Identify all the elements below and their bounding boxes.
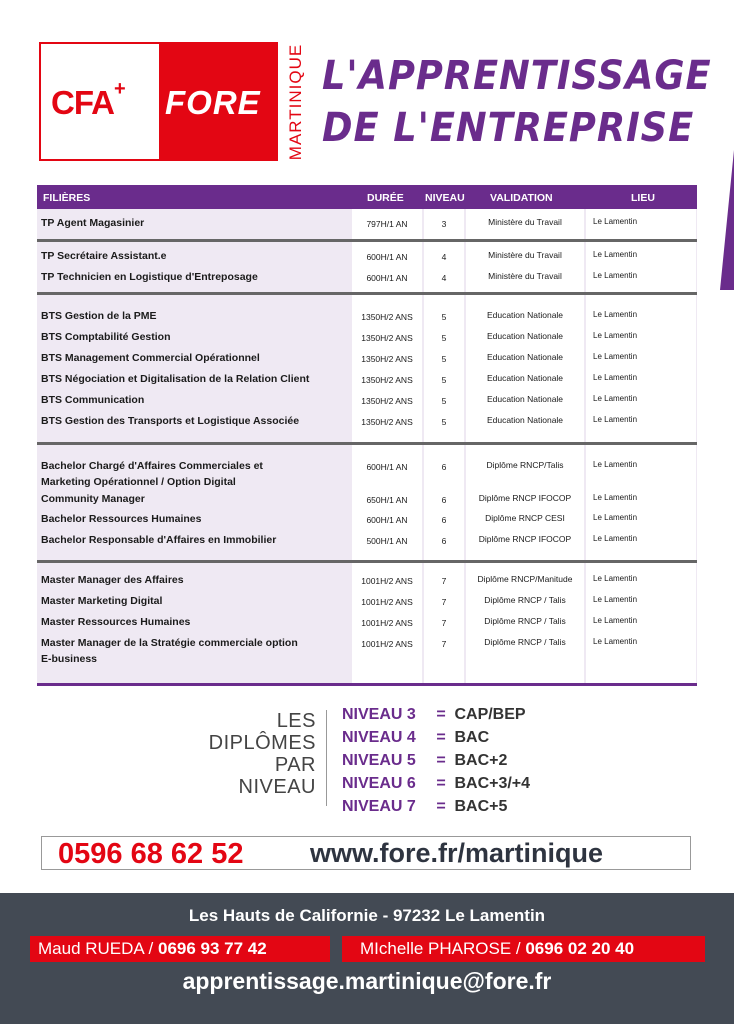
cell-lieu: Le Lamentin bbox=[593, 534, 638, 543]
cell-duree: 1350H/2 ANS bbox=[361, 354, 413, 364]
logo-cfa: CFA+ bbox=[51, 78, 125, 121]
cell-filiere: Community Manager bbox=[41, 493, 145, 505]
cell-validation: Diplôme RNCP / Talis bbox=[484, 637, 566, 647]
table-row bbox=[37, 531, 697, 549]
logo-fore: FORE bbox=[165, 84, 261, 121]
header-lieu: LIEU bbox=[631, 192, 655, 204]
footer-email[interactable]: apprentissage.martinique@fore.fr bbox=[182, 968, 552, 994]
legend-title-line: LES bbox=[276, 710, 316, 732]
cell-niveau: 4 bbox=[441, 273, 447, 283]
table-row bbox=[37, 571, 697, 589]
cell-validation: Diplôme RNCP/Talis bbox=[486, 460, 564, 470]
cell-niveau: 5 bbox=[441, 375, 447, 385]
cell-niveau: 4 bbox=[441, 252, 447, 262]
cell-lieu: Le Lamentin bbox=[593, 574, 638, 583]
table-row bbox=[37, 268, 697, 286]
cell-lieu: Le Lamentin bbox=[593, 394, 638, 403]
header-filieres: FILIÈRES bbox=[43, 192, 91, 204]
legend-divider bbox=[326, 710, 327, 806]
cell-filiere: BTS Management Commercial Opérationnel bbox=[41, 352, 260, 364]
table-group bbox=[37, 242, 697, 295]
cell-filiere: BTS Gestion de la PME bbox=[41, 310, 157, 322]
legend-title-line: DIPLÔMES bbox=[208, 732, 316, 754]
legend-item: NIVEAU 7 = BAC+5 bbox=[342, 798, 508, 815]
footer-address: Les Hauts de Californie - 97232 Le Lamentin bbox=[188, 906, 546, 925]
contact-phone[interactable]: 0696 93 77 42 bbox=[158, 939, 267, 958]
cell-duree: 1001H/2 ANS bbox=[361, 597, 413, 607]
cell-filiere: TP Technicien en Logistique d'Entreposage bbox=[41, 271, 258, 283]
cell-lieu: Le Lamentin bbox=[593, 637, 638, 646]
cell-filiere: Bachelor Responsable d'Affaires en Immobilier bbox=[41, 534, 277, 546]
cell-niveau: 7 bbox=[441, 618, 447, 628]
cell-duree: 500H/1 AN bbox=[366, 536, 408, 546]
table-row bbox=[37, 457, 697, 488]
header-validation: VALIDATION bbox=[490, 192, 553, 204]
cell-duree: 600H/1 AN bbox=[366, 252, 408, 262]
table-row bbox=[37, 328, 697, 346]
cell-validation: Education Nationale bbox=[486, 331, 564, 341]
cell-duree: 1001H/2 ANS bbox=[361, 618, 413, 628]
legend-item: NIVEAU 5 = BAC+2 bbox=[342, 752, 508, 769]
contact-name: Maud RUEDA / bbox=[38, 939, 154, 958]
training-table bbox=[37, 185, 697, 686]
table-row bbox=[37, 307, 697, 325]
cell-duree: 797H/1 AN bbox=[366, 219, 408, 229]
cell-duree: 600H/1 AN bbox=[366, 462, 408, 472]
cell-lieu: Le Lamentin bbox=[593, 217, 638, 226]
cell-lieu: Le Lamentin bbox=[593, 616, 638, 625]
table-row bbox=[37, 490, 697, 508]
cell-niveau: 5 bbox=[441, 354, 447, 364]
cell-niveau: 5 bbox=[441, 333, 447, 343]
cell-filiere: Master Manager des Affaires bbox=[41, 574, 184, 586]
cell-niveau: 6 bbox=[441, 462, 447, 472]
cell-filiere: BTS Gestion des Transports et Logistique Associée bbox=[41, 415, 300, 427]
cell-filiere-continued: Marketing Opérationnel / Option Digital bbox=[41, 476, 236, 488]
table-row bbox=[37, 349, 697, 367]
cell-duree: 650H/1 AN bbox=[366, 495, 408, 505]
cell-filiere: Bachelor Ressources Humaines bbox=[41, 513, 202, 525]
phone-number[interactable]: 0596 68 62 52 bbox=[58, 838, 244, 870]
cell-validation: Education Nationale bbox=[486, 373, 564, 383]
cell-duree: 600H/1 AN bbox=[366, 515, 408, 525]
cell-filiere: BTS Négociation et Digitalisation de la Relation Client bbox=[41, 373, 310, 385]
cell-niveau: 7 bbox=[441, 639, 447, 649]
cell-niveau: 6 bbox=[441, 536, 447, 546]
table-header bbox=[37, 185, 697, 209]
cell-duree: 1350H/2 ANS bbox=[361, 417, 413, 427]
cell-niveau: 6 bbox=[441, 515, 447, 525]
table-row bbox=[37, 592, 697, 610]
cell-niveau: 7 bbox=[441, 597, 447, 607]
cell-validation: Diplôme RNCP IFOCOP bbox=[478, 493, 572, 503]
cell-filiere: Master Marketing Digital bbox=[41, 595, 163, 607]
cell-lieu: Le Lamentin bbox=[593, 595, 638, 604]
legend-item: NIVEAU 6 = BAC+3/+4 bbox=[342, 775, 531, 792]
legend-title bbox=[170, 710, 316, 798]
cell-filiere: BTS Comptabilité Gestion bbox=[41, 331, 171, 343]
website-link[interactable]: www.fore.fr/martinique bbox=[310, 838, 604, 868]
table-row bbox=[37, 370, 697, 388]
cell-validation: Ministère du Travail bbox=[488, 271, 562, 281]
contact-pill-2 bbox=[342, 936, 705, 962]
cell-validation: Ministère du Travail bbox=[488, 217, 562, 227]
contact-phone[interactable]: 0696 02 20 40 bbox=[525, 939, 635, 958]
legend-levels bbox=[342, 703, 530, 818]
cell-validation: Ministère du Travail bbox=[488, 250, 562, 260]
headline-line-2: DE L'ENTREPRISE bbox=[322, 105, 695, 151]
cell-lieu: Le Lamentin bbox=[593, 271, 638, 280]
table-row bbox=[37, 634, 697, 665]
cell-duree: 1001H/2 ANS bbox=[361, 639, 413, 649]
table-row bbox=[37, 247, 697, 265]
headline bbox=[322, 50, 712, 154]
table-group bbox=[37, 209, 697, 242]
table-row bbox=[37, 510, 697, 528]
table-row bbox=[37, 214, 697, 232]
cell-filiere: Master Manager de la Stratégie commerciale option bbox=[41, 637, 298, 649]
cell-duree: 1350H/2 ANS bbox=[361, 312, 413, 322]
cell-lieu: Le Lamentin bbox=[593, 513, 638, 522]
table-row bbox=[37, 391, 697, 409]
contact-pill-1 bbox=[30, 936, 330, 962]
legend-item: NIVEAU 3 = CAP/BEP bbox=[342, 706, 526, 723]
cell-niveau: 5 bbox=[441, 396, 447, 406]
cell-lieu: Le Lamentin bbox=[593, 373, 638, 382]
cell-lieu: Le Lamentin bbox=[593, 415, 638, 424]
cell-lieu: Le Lamentin bbox=[593, 352, 638, 361]
legend-item: NIVEAU 4 = BAC bbox=[342, 729, 490, 746]
table-row bbox=[37, 412, 697, 430]
cell-niveau: 5 bbox=[441, 312, 447, 322]
cell-filiere: TP Secrétaire Assistant.e bbox=[41, 250, 167, 262]
header-duree: DURÉE bbox=[367, 192, 404, 204]
table-row bbox=[37, 613, 697, 631]
cell-validation: Diplôme RNCP CESI bbox=[485, 513, 565, 523]
cell-duree: 600H/1 AN bbox=[366, 273, 408, 283]
cell-duree: 1350H/2 ANS bbox=[361, 333, 413, 343]
cell-filiere: TP Agent Magasinier bbox=[41, 217, 145, 229]
cell-filiere: Bachelor Chargé d'Affaires Commerciales et bbox=[41, 460, 263, 472]
legend-title-line: NIVEAU bbox=[238, 776, 316, 798]
cell-niveau: 5 bbox=[441, 417, 447, 427]
table-group bbox=[37, 295, 697, 445]
table-group bbox=[37, 445, 697, 563]
decorative-wedge bbox=[720, 150, 734, 290]
header-niveau: NIVEAU bbox=[425, 192, 465, 204]
cell-filiere-continued: E-business bbox=[41, 653, 98, 665]
table-group bbox=[37, 563, 697, 686]
cell-lieu: Le Lamentin bbox=[593, 460, 638, 469]
legend-title-line: PAR bbox=[274, 754, 316, 776]
cell-duree: 1350H/2 ANS bbox=[361, 375, 413, 385]
cell-lieu: Le Lamentin bbox=[593, 493, 638, 502]
cell-validation: Diplôme RNCP/Manitude bbox=[477, 574, 573, 584]
cell-niveau: 3 bbox=[441, 219, 447, 229]
cell-lieu: Le Lamentin bbox=[593, 331, 638, 340]
cell-lieu: Le Lamentin bbox=[593, 310, 638, 319]
cell-duree: 1001H/2 ANS bbox=[361, 576, 413, 586]
cell-lieu: Le Lamentin bbox=[593, 250, 638, 259]
cell-duree: 1350H/2 ANS bbox=[361, 396, 413, 406]
cell-validation: Education Nationale bbox=[486, 352, 564, 362]
cell-filiere: Master Ressources Humaines bbox=[41, 616, 191, 628]
cell-validation: Diplôme RNCP IFOCOP bbox=[478, 534, 572, 544]
cell-validation: Education Nationale bbox=[486, 394, 564, 404]
cell-validation: Diplôme RNCP / Talis bbox=[484, 616, 566, 626]
cell-filiere: BTS Communication bbox=[41, 394, 145, 406]
headline-line-1: L'APPRENTISSAGE bbox=[322, 53, 712, 99]
cell-validation: Education Nationale bbox=[486, 310, 564, 320]
logo-region: MARTINIQUE bbox=[286, 43, 305, 161]
cell-niveau: 7 bbox=[441, 576, 447, 586]
contact-name: MIchelle PHAROSE / bbox=[360, 939, 521, 958]
cell-validation: Education Nationale bbox=[486, 415, 564, 425]
cell-niveau: 6 bbox=[441, 495, 447, 505]
cell-validation: Diplôme RNCP / Talis bbox=[484, 595, 566, 605]
